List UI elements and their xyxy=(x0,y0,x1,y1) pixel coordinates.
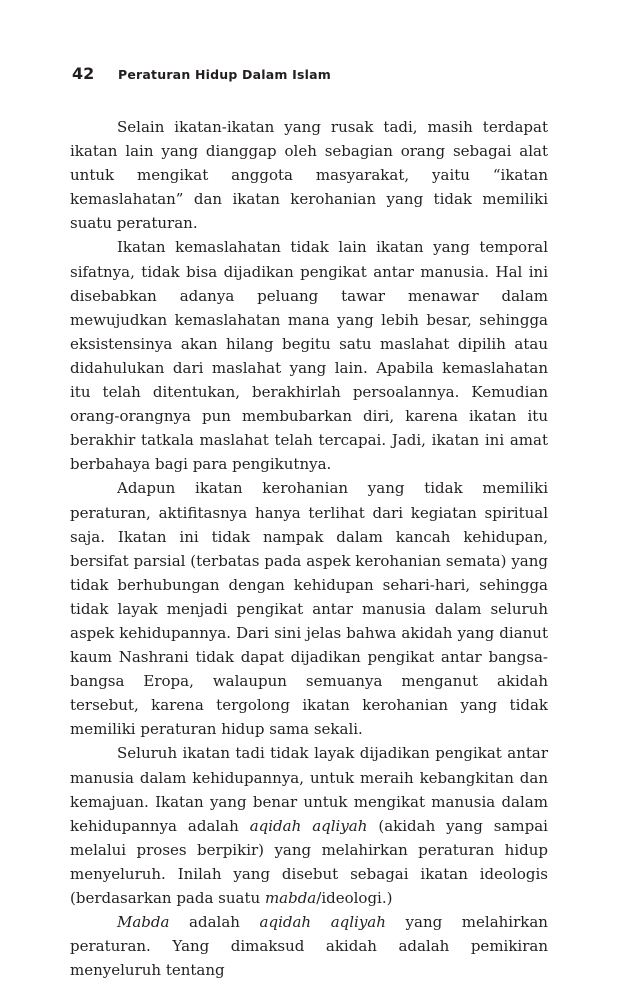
italic-term: mabda xyxy=(264,889,317,907)
text-run: adalah xyxy=(169,913,260,932)
paragraph xyxy=(70,476,548,741)
paragraph xyxy=(70,235,548,476)
paragraph xyxy=(70,910,548,982)
text-run: Adapun ikatan kerohanian yang tidak memiliki peraturan, aktifitasnya hanya terlihat dari kegiatan spiritual saja. Ikatan ini tidak nampak dalam kancah kehidupan, bersifat parsial (terbatas pada aspek kerohanian semata) yang tidak berhubungan dengan kehidupan sehari-hari, sehingga tidak layak menjadi pengikat antar manusia dalam seluruh aspek kehidupannya. Dari sini jelas bahwa akidah yang dianut kaum Nashrani tidak dapat dijadikan pengikat antar bangsa-bangsa Eropa, walaupun semuanya menganut akidah tersebut, karena tergolong ikatan kerohanian yang tidak memiliki peraturan hidup sama sekali. xyxy=(70,479,548,739)
text-run: Ikatan kemaslahatan tidak lain ikatan yang temporal sifatnya, tidak bisa dijadikan pengikat antar manusia. Hal ini disebabkan adanya peluang tawar menawar dalam mewujudkan kemaslahatan mana yang lebih besar, sehingga eksistensinya akan hilang begitu satu maslahat dipilih atau didahulukan dari maslahat yang lain. Apabila kemaslahatan itu telah ditentukan, berakhirlah persoalannya. Kemudian orang-orangnya pun membubarkan diri, karena ikatan itu berakhir tatkala maslahat telah tercapai. Jadi, ikatan ini amat berbahaya bagi para pengikutnya. xyxy=(70,238,548,474)
text-run: Selain ikatan-ikatan yang rusak tadi, masih terdapat ikatan lain yang dianggap oleh sebagian orang sebagai alat untuk mengikat anggota masyarakat, yaitu “ikatan kemaslahatan” dan ikatan kerohanian yang tidak memiliki suatu peraturan. xyxy=(70,118,548,233)
paragraph xyxy=(70,115,548,235)
text-run: Seluruh ikatan tadi tidak layak dijadikan pengikat antar manusia dalam kehidupannya, untuk meraih kebangkitan dan kemajuan. Ikatan yang benar untuk mengikat manusia dalam kehidupannya adalah xyxy=(70,744,548,835)
paragraph xyxy=(70,741,548,910)
running-title: Peraturan Hidup Dalam Islam xyxy=(118,67,331,82)
text-run: yang melahirkan peraturan. Yang dimaksud akidah adalah pemikiran menyeluruh tentang xyxy=(70,913,548,980)
text-run: /ideologi.) xyxy=(316,889,393,907)
italic-term: aqidah aqliyah xyxy=(259,913,386,932)
text-run: (akidah yang sampai melalui proses berpikir) yang melahirkan peraturan hidup menyeluruh. Inilah yang disebut sebagai ikatan ideologis (berdasarkan pada suatu xyxy=(70,816,548,907)
page-number: 42 xyxy=(72,64,95,83)
italic-term: aqidah aqliyah xyxy=(249,816,368,835)
italic-term: Mabda xyxy=(117,913,170,932)
page-header xyxy=(72,64,331,83)
body-text xyxy=(70,115,548,982)
